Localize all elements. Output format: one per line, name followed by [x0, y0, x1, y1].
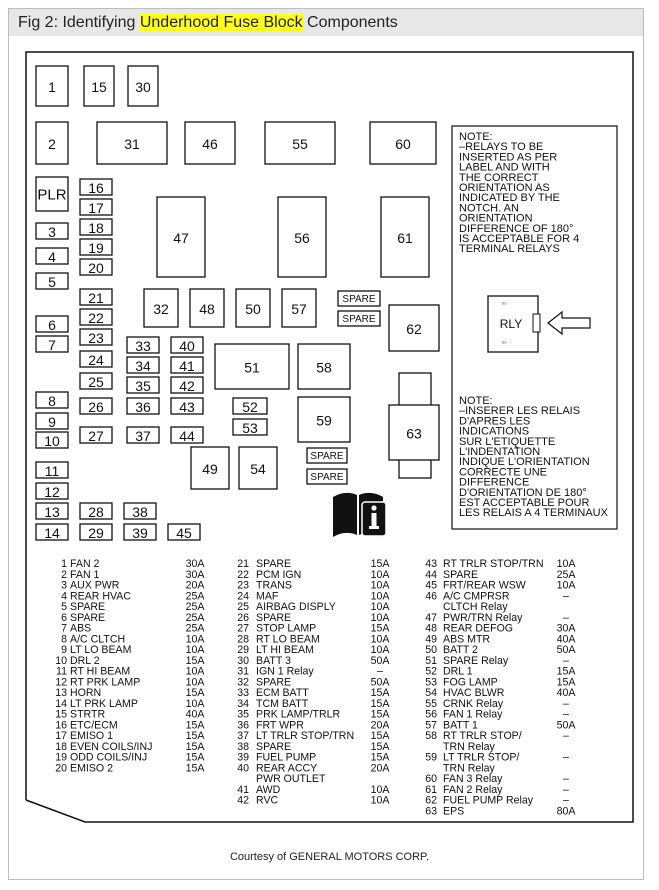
courtesy-caption: Courtesy of GENERAL MOTORS CORP.	[229, 851, 430, 863]
fuse-box-label: 63	[406, 425, 422, 442]
legend-col3-num: 57	[425, 719, 437, 732]
fuse-box-label: 12	[44, 484, 60, 500]
legend-col1-amp: 25A	[185, 622, 205, 635]
legend-col3-name: EPS	[443, 805, 465, 818]
legend-col2-name: SPARE	[256, 676, 292, 689]
legend-col3-amp: 10A	[556, 579, 576, 592]
legend-col2-num: 30	[237, 654, 249, 667]
fuse-box-label: 59	[316, 412, 332, 429]
fuse-box-label: 13	[44, 504, 60, 520]
title-prefix: Fig 2: Identifying	[18, 14, 140, 31]
legend-col3-name: REAR DEFOG	[443, 622, 514, 635]
fuse-box-label: 61	[397, 230, 413, 246]
note-en-line: NOTE:	[459, 131, 493, 143]
legend-col3-amp: –	[563, 590, 569, 603]
relay-label: RLY	[499, 317, 523, 331]
legend-col1-num: 1	[61, 558, 67, 570]
legend-col1-amp: 30A	[185, 568, 205, 581]
note-fr-line: –INSERER LES RELAIS	[459, 405, 581, 418]
legend-col3-amp: 50A	[556, 719, 576, 732]
legend-col1-name: FAN 1	[70, 568, 100, 581]
legend-col3-amp: –	[563, 730, 569, 742]
legend-col2-name: TCM BATT	[256, 697, 309, 710]
legend-col1-name: A/C CLTCH	[70, 633, 126, 646]
legend-col1-num: 13	[55, 687, 67, 699]
note-en-line: –RELAYS TO BE	[459, 141, 544, 154]
legend-col2-num: 41	[237, 783, 249, 796]
legend-col3-num: 50	[425, 644, 437, 656]
note-fr-line: SUR L'ETIQUETTE	[459, 435, 556, 448]
legend-col3-name: SPARE Relay	[443, 654, 509, 667]
title-highlight: Underhood Fuse Block	[139, 14, 303, 31]
legend-col3-amp: 40A	[556, 633, 576, 646]
legend-col3-num: 62	[425, 794, 437, 807]
legend-col3-amp: 25A	[556, 568, 576, 581]
legend-col2-amp: 10A	[370, 794, 390, 807]
legend-col3-num: 56	[425, 708, 437, 721]
legend-col2-name: TRANS	[256, 579, 292, 592]
svg-text:▫▫: ▫▫	[501, 339, 507, 347]
legend-col3-name: RT TRLR STOP/TRN	[443, 558, 544, 570]
fuse-box-label: 47	[173, 230, 189, 246]
legend-col3-num: 47	[425, 611, 437, 624]
fuse-box-label: 45	[176, 525, 192, 541]
legend-col2-num: 31	[237, 665, 249, 678]
legend-col2-name: STOP LAMP	[256, 622, 317, 635]
fuse-box-label: 39	[132, 525, 148, 541]
legend-col3-amp: –	[563, 783, 569, 796]
fuse-box-label: 60	[395, 136, 411, 152]
legend-col1-amp: 10A	[185, 644, 205, 656]
fuse-box-label: SPARE	[342, 294, 376, 305]
fuse-box-label: PLR	[37, 186, 67, 204]
legend-col1-name: RT HI BEAM	[70, 665, 131, 678]
legend-col3-amp: –	[563, 708, 569, 721]
note-fr-line: LES RELAIS A 4 TERMINAUX	[459, 507, 608, 520]
legend-col1-num: 8	[61, 633, 67, 646]
legend-col2-amp: 10A	[370, 590, 390, 603]
legend-col3-amp: –	[563, 751, 569, 764]
legend-col2-name: IGN 1 Relay	[256, 665, 314, 678]
legend-col1-num: 4	[61, 590, 67, 603]
fuse-box-label: 56	[294, 230, 310, 246]
fuse-box-label: 36	[135, 399, 151, 415]
legend-col2-num: 28	[237, 633, 249, 646]
legend-col2-amp: 15A	[370, 751, 390, 764]
fuse-box-label: 55	[292, 136, 308, 152]
fuse-box-label: 26	[88, 399, 104, 415]
legend-col2-name: MAF	[256, 590, 279, 603]
legend-col2-amp: 15A	[370, 558, 390, 570]
legend-col2-amp: 15A	[370, 730, 390, 742]
svg-text:▫▫: ▫▫	[501, 300, 507, 308]
fuse-legend-table	[55, 558, 576, 817]
legend-col3-num: 59	[425, 751, 437, 764]
note-fr-line: D'ORIENTATION DE 180°	[459, 486, 587, 499]
legend-col2-amp: 15A	[370, 622, 390, 635]
legend-col3-num: 46	[425, 590, 437, 603]
legend-col2-name: PRK LAMP/TRLR	[256, 708, 341, 721]
fuse-box-label: 42	[179, 378, 195, 394]
legend-col1-name: LT PRK LAMP	[70, 697, 138, 710]
fuse-box-label: 31	[124, 136, 140, 152]
legend-col1-num: 14	[55, 697, 67, 710]
legend-col1-num: 11	[56, 665, 67, 678]
legend-col2-num: 35	[237, 708, 249, 721]
legend-col2-name: RVC	[256, 794, 279, 807]
legend-col1-amp: 25A	[185, 590, 205, 603]
legend-col1-num: 7	[61, 622, 67, 635]
fuse-box-label: 1	[48, 79, 56, 95]
fuse-box-label: 32	[153, 301, 169, 317]
fuse-box-label: 41	[179, 358, 195, 374]
fuse-box-label: 4	[48, 249, 56, 265]
legend-col3-amp: 15A	[556, 676, 576, 689]
legend-col2-name: FRT WPR	[256, 719, 304, 732]
legend-col1-num: 6	[61, 611, 67, 624]
legend-col3-amp: 10A	[556, 558, 576, 570]
fuse-box-label: 29	[88, 525, 104, 541]
legend-col3-name: FAN 1 Relay	[443, 708, 503, 721]
legend-col1-name: STRTR	[70, 708, 106, 721]
legend-col1-amp: 10A	[185, 676, 205, 689]
legend-col1-num: 20	[55, 762, 67, 775]
legend-col1-num: 15	[55, 708, 67, 721]
note-fr-line: L'INDENTATION	[459, 446, 541, 458]
legend-col1-amp: 30A	[185, 558, 205, 570]
fuse-box-label: 58	[316, 359, 332, 376]
legend-col3-num: 49	[425, 633, 437, 646]
title-suffix: Components	[302, 14, 398, 31]
legend-col1-name: EVEN COILS/INJ	[70, 740, 153, 753]
legend-col2-amp: 10A	[370, 611, 390, 624]
legend-col3-amp: –	[563, 794, 569, 807]
legend-col2-name: LT HI BEAM	[256, 644, 314, 656]
relay-orientation-illustration	[488, 296, 590, 352]
legend-col1-name: EMISO 1	[70, 730, 113, 742]
legend-col2-num: 34	[237, 697, 249, 710]
fuse-box-label: 2	[48, 136, 56, 152]
legend-col3-name: A/C CMPRSR	[443, 590, 510, 603]
legend-col2-amp: 10A	[370, 644, 390, 656]
legend-col1-amp: 10A	[185, 633, 205, 646]
legend-col3-name: PWR/TRN Relay	[443, 611, 523, 624]
legend-col1-amp: 25A	[185, 601, 205, 613]
legend-col3-name: ABS MTR	[443, 633, 491, 646]
fuse-box-label: 43	[179, 399, 195, 415]
fuse-box-label: 11	[44, 463, 60, 479]
legend-col3-num: 58	[425, 730, 437, 742]
note-en-line: LABEL AND WITH	[459, 161, 550, 174]
legend-col2-num: 42	[237, 794, 249, 807]
info-manual-icon	[333, 493, 386, 537]
fuse-box-label: 30	[135, 79, 151, 95]
fuse-box-label: 44	[179, 428, 195, 444]
fuse-box-label: 17	[88, 200, 104, 216]
legend-col2-name: SPARE	[256, 740, 292, 753]
legend-col1-amp: 20A	[185, 579, 205, 592]
legend-col2-name: AIRBAG DISPLY	[256, 601, 336, 613]
fuse-box-label: 48	[199, 301, 215, 317]
legend-col1-num: 19	[55, 751, 67, 764]
legend-col1-num: 17	[55, 730, 67, 742]
legend-col3-name: DRL 1	[443, 665, 473, 678]
legend-col2-name: ECM BATT	[256, 687, 309, 699]
legend-col1-amp: 25A	[185, 611, 205, 624]
arrow-left-icon	[548, 312, 590, 334]
fuse-box-label: 35	[135, 378, 151, 394]
legend-col2-num: 36	[237, 719, 249, 732]
legend-col1-amp: 15A	[185, 740, 205, 753]
legend-col1-num: 3	[61, 579, 67, 592]
legend-col3-amp: –	[563, 773, 569, 785]
legend-col1-name: HORN	[70, 687, 102, 699]
legend-col1-name: SPARE	[70, 611, 106, 624]
legend-col2-num: 24	[237, 590, 249, 603]
legend-col3-num: 44	[425, 568, 437, 581]
fuse-box-label: 25	[88, 374, 104, 390]
legend-col3-name: CLTCH Relay	[443, 601, 508, 613]
legend-col2-amp: 50A	[370, 676, 390, 689]
legend-col3-num: 48	[425, 622, 437, 635]
note-fr-line: CORRECTE UNE	[459, 466, 548, 479]
legend-col2-num: 33	[237, 687, 249, 699]
legend-col3-num: 52	[425, 665, 437, 678]
legend-col2-amp: 15A	[370, 697, 390, 710]
legend-col2-name: FUEL PUMP	[256, 751, 317, 764]
legend-col2-num: 29	[237, 644, 249, 656]
note-en-line: ORIENTATION AS	[459, 182, 550, 194]
legend-col2-num: 27	[237, 622, 249, 635]
fuse-box-label: 40	[179, 338, 195, 354]
fuse-box-label: 21	[88, 290, 104, 306]
legend-col2-num: 25	[237, 601, 249, 613]
note-en-line: THE CORRECT	[459, 171, 539, 184]
legend-col3-num: 60	[425, 773, 437, 785]
fuse-box-label: 22	[88, 310, 104, 326]
legend-col3-amp: 80A	[556, 805, 576, 818]
legend-col1-num: 9	[61, 644, 67, 656]
note-en-line: NOTCH. AN	[459, 202, 519, 215]
legend-col1-name: ABS	[70, 622, 92, 635]
legend-col2-amp: 15A	[370, 687, 390, 699]
legend-col2-num: 38	[237, 740, 249, 753]
legend-col3-amp: –	[563, 697, 569, 710]
fuse-box-label: 52	[242, 399, 258, 415]
legend-col2-name: RT LO BEAM	[256, 633, 320, 646]
legend-col3-amp: 15A	[556, 665, 576, 678]
legend-col2-num: 32	[237, 676, 249, 689]
note-fr-line: DIFFERENCE	[459, 476, 530, 489]
legend-col3-num: 45	[425, 579, 437, 592]
note-en-line: INDICATED BY THE	[459, 192, 560, 205]
note-fr-line: EST ACCEPTABLE POUR	[459, 497, 590, 509]
fuse-box-group	[36, 66, 439, 541]
fuse-box-label: 8	[48, 393, 56, 409]
legend-col2-name: PWR OUTLET	[256, 773, 326, 785]
legend-col3-num: 51	[425, 654, 437, 667]
legend-col1-name: SPARE	[70, 601, 106, 613]
legend-col3-num: 54	[425, 687, 437, 699]
fuse-box-label: 16	[88, 180, 104, 196]
fuse-box-label: 9	[48, 414, 56, 430]
fuse-box-label: 57	[291, 301, 307, 317]
legend-col1-amp: 10A	[185, 665, 205, 678]
legend-col2-name: BATT 3	[256, 654, 291, 667]
fuse-box-label: 18	[88, 220, 104, 236]
legend-col1-name: REAR HVAC	[70, 590, 132, 603]
legend-col1-amp: 15A	[185, 762, 205, 775]
note-fr-line: INDICATIONS	[459, 425, 530, 438]
note-en-line: DIFFERENCE OF 180°	[459, 222, 574, 235]
legend-col1-amp: 40A	[185, 708, 205, 721]
legend-col3-name: TRN Relay	[443, 740, 495, 753]
legend-col3-name: FAN 2 Relay	[443, 783, 503, 796]
fuse-box-label: 49	[202, 461, 218, 477]
legend-col3-name: FRT/REAR WSW	[443, 579, 526, 592]
legend-col3-name: LT TRLR STOP/	[443, 751, 520, 764]
note-fr-line: NOTE:	[459, 395, 493, 407]
legend-col3-name: FUEL PUMP Relay	[443, 794, 534, 807]
legend-col2-amp: 20A	[370, 719, 390, 732]
fuse-box-label: 3	[48, 224, 56, 240]
legend-col2-num: 21	[237, 558, 249, 570]
legend-col1-name: ETC/ECM	[70, 719, 118, 732]
legend-col2-amp: 20A	[370, 762, 390, 775]
legend-col3-amp: 50A	[556, 644, 576, 656]
fuse-box-label: 54	[250, 461, 266, 477]
legend-col1-amp: 15A	[185, 751, 205, 764]
legend-col3-num: 55	[425, 697, 437, 710]
fuse-box-label: 37	[135, 428, 151, 444]
fuse-box-label: 51	[244, 359, 260, 376]
legend-col3-amp: –	[563, 611, 569, 624]
fuse-box-label: 33	[135, 338, 151, 354]
fuse-box-label: 34	[135, 358, 151, 374]
legend-col2-amp: 10A	[370, 633, 390, 646]
legend-col1-amp: 15A	[185, 719, 205, 732]
legend-col3-name: BATT 1	[443, 719, 478, 732]
fuse-box-label: SPARE	[310, 472, 344, 483]
fuse-box-label: 6	[48, 317, 56, 333]
note-en-line: TERMINAL RELAYS	[459, 243, 560, 256]
legend-col1-amp: 10A	[185, 697, 205, 710]
legend-col1-name: FAN 2	[70, 558, 100, 570]
legend-col2-amp: 15A	[370, 740, 390, 753]
note-en-line: IS ACCEPTABLE FOR 4	[459, 233, 580, 245]
legend-col1-name: DRL 2	[70, 654, 100, 667]
fuse-box-label: 27	[88, 428, 104, 444]
legend-col2-amp: 15A	[370, 708, 390, 721]
note-en-line: ORIENTATION	[459, 212, 533, 225]
legend-col2-amp: 10A	[370, 783, 390, 796]
legend-col2-name: SPARE	[256, 558, 292, 570]
legend-col1-num: 18	[55, 740, 67, 753]
note-fr-line: INDIQUE L'ORIENTATION	[459, 456, 590, 469]
legend-col1-num: 16	[55, 719, 67, 732]
legend-col1-name: AUX PWR	[70, 579, 120, 592]
legend-col2-num: 23	[237, 579, 249, 592]
fuse-box-label: 24	[88, 352, 104, 368]
fuse-box-label: 28	[88, 504, 104, 520]
fuse-box-label: 7	[48, 337, 56, 353]
fuse-box-label: 38	[132, 504, 148, 520]
legend-col2-name: SPARE	[256, 611, 292, 624]
legend-col1-name: EMISO 2	[70, 762, 113, 775]
legend-col3-amp: 30A	[556, 622, 576, 635]
note-french	[459, 395, 609, 519]
legend-col3-name: RT TRLR STOP/	[443, 730, 522, 742]
legend-col3-name: TRN Relay	[443, 762, 495, 775]
legend-col2-num: 39	[237, 751, 249, 764]
legend-col1-amp: 15A	[185, 654, 205, 667]
legend-col2-num: 40	[237, 762, 249, 775]
legend-col3-name: SPARE	[443, 568, 479, 581]
legend-col2-num: 22	[237, 568, 249, 581]
fuse-box-label: 53	[242, 420, 258, 436]
fuse-box-label: SPARE	[310, 451, 344, 462]
legend-col3-amp: 40A	[556, 687, 576, 699]
fuse-box-label: 5	[48, 274, 56, 290]
legend-col2-amp: 50A	[370, 654, 390, 667]
legend-col2-amp: 10A	[370, 601, 390, 613]
legend-col2-name: REAR ACCY	[256, 762, 318, 775]
legend-col2-num: 37	[237, 730, 249, 742]
legend-col1-name: RT PRK LAMP	[70, 676, 141, 689]
fuse-box-label: 10	[44, 433, 60, 449]
legend-col1-num: 5	[61, 601, 67, 613]
legend-col3-name: BATT 2	[443, 644, 478, 656]
legend-col1-amp: 15A	[185, 730, 205, 742]
fuse-box-label: 23	[88, 330, 104, 346]
fuse-box-label: 62	[406, 321, 422, 337]
legend-col2-amp: 10A	[370, 568, 390, 581]
fuse-box-label: 19	[88, 240, 104, 256]
legend-col2-amp: –	[377, 665, 383, 678]
legend-col1-name: LT LO BEAM	[70, 644, 132, 656]
legend-col2-amp: 10A	[370, 579, 390, 592]
legend-col1-num: 10	[55, 654, 67, 667]
legend-col3-name: CRNK Relay	[443, 697, 504, 710]
fuse-box-label: 20	[88, 260, 104, 276]
legend-col3-num: 61	[425, 783, 437, 796]
note-english	[459, 131, 579, 255]
fuse-box-label: 14	[44, 525, 60, 541]
legend-col2-name: AWD	[256, 783, 281, 796]
legend-col1-name: ODD COILS/INJ	[70, 751, 148, 764]
fuse-box-label: 46	[202, 136, 218, 152]
legend-col2-name: PCM IGN	[256, 568, 302, 581]
legend-col3-name: FOG LAMP	[443, 676, 498, 689]
legend-col3-num: 43	[425, 558, 437, 570]
legend-col2-num: 26	[237, 611, 249, 624]
legend-col2-name: LT TRLR STOP/TRN	[256, 730, 355, 742]
note-fr-line: D'APRES LES	[459, 415, 531, 428]
legend-col1-num: 12	[55, 676, 67, 689]
legend-col3-num: 53	[425, 676, 437, 689]
legend-col1-num: 2	[61, 568, 67, 581]
legend-col3-name: HVAC BLWR	[443, 687, 505, 699]
fuse-box-label: SPARE	[342, 314, 376, 325]
fuse-box-label: 15	[91, 79, 107, 95]
note-en-line: INSERTED AS PER	[459, 151, 558, 164]
fuse-box-label: 50	[245, 301, 261, 317]
legend-col1-amp: 15A	[185, 687, 205, 699]
legend-col3-num: 63	[425, 805, 437, 818]
legend-col3-name: FAN 3 Relay	[443, 773, 503, 785]
legend-col3-amp: –	[563, 654, 569, 667]
